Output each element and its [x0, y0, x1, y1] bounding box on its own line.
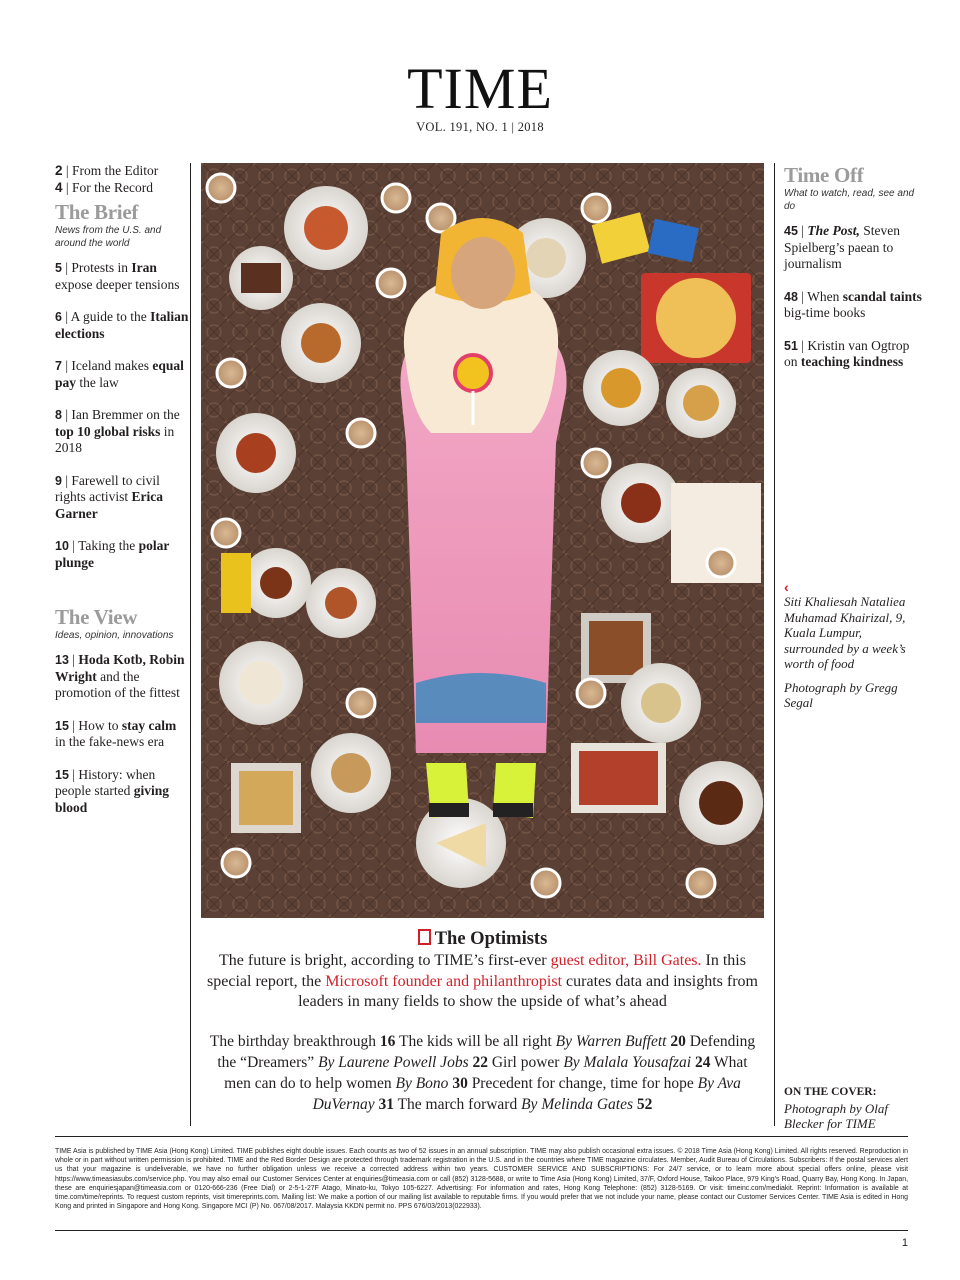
story-dek: The future is bright, according to TIME’s first-ever guest editor, Bill Gates. In this special report, the Microsoft founder and philanthropist curates data and insights from leaders in many fields to show the upside of what’s ahead: [207, 952, 758, 1010]
article-item[interactable]: The kids will be all right By Warren Buffett 20: [395, 1032, 686, 1050]
contents-entry[interactable]: 10 | Taking the polar plunge: [55, 538, 170, 570]
article-item[interactable]: Precedent for change, time for hope By Ava DuVernay 31: [312, 1074, 741, 1113]
contents-entry[interactable]: 13 | Hoda Kotb, Robin Wright and the promotion of the fittest: [55, 652, 185, 700]
footer-rule-bottom: [55, 1230, 908, 1231]
story-title: The Optimists: [434, 929, 548, 949]
right-column-rule: [774, 163, 775, 1126]
cover-text: Photograph by Olaf Blecker for TIME: [784, 1100, 888, 1131]
caption-text: Siti Khaliesah Nataliea Muhamad Khairizal, 9, Kuala Lumpur, surrounded by a week’s worth of food: [784, 594, 906, 671]
footer-rule-top: [55, 1136, 908, 1137]
cover-label: ON THE COVER:: [784, 1086, 877, 1098]
photo-caption: [784, 580, 924, 711]
contents-entry[interactable]: 48 | When scandal taints big-time books: [784, 288, 922, 320]
contents-entry[interactable]: 4 | For the Record: [55, 179, 153, 195]
time-logo: TIME: [407, 56, 553, 121]
contents-entry[interactable]: 8 | Ian Bremmer on the top 10 global risks in 2018: [55, 407, 180, 455]
section-subtitle-brief: News from the U.S. and around the world: [55, 225, 162, 249]
caption-arrow-icon: ‹: [784, 579, 789, 595]
contents-entry[interactable]: 45 | The Post, Steven Spielberg’s paean to journalism: [784, 223, 900, 271]
article-item[interactable]: Defending the “Dreamers” By Laurene Powell Jobs 22: [217, 1032, 756, 1071]
red-square-icon: [418, 929, 431, 945]
contents-entry[interactable]: 9 | Farewell to civil rights activist Erica Garner: [55, 472, 163, 521]
girl-figure: [400, 218, 566, 818]
section-subtitle-time-off: What to watch, read, see and do: [784, 188, 915, 212]
section-title-brief: The Brief: [55, 200, 139, 224]
article-item[interactable]: The march forward By Melinda Gates 52: [393, 1095, 653, 1113]
story-article-list: [201, 1031, 764, 1115]
contents-entry[interactable]: 2 | From the Editor: [55, 163, 159, 178]
contents-entry[interactable]: 6 | A guide to the Italian elections: [55, 309, 189, 341]
photo-credit: Photograph by Gregg Segal: [784, 679, 898, 710]
left-contents-column: [55, 163, 190, 832]
story-title-row[interactable]: [201, 928, 764, 950]
masthead: [0, 56, 960, 135]
section-subtitle-view: Ideas, opinion, innovations: [55, 630, 174, 641]
volume-line: VOL. 191, NO. 1 | 2018: [416, 120, 544, 134]
section-title-view: The View: [55, 605, 138, 629]
fine-print: TIME Asia is published by TIME Asia (Hong Kong) Limited. TIME publishes eight double issues. Each counts as two of 52 issues in an annual subscription. TIME may also publish occasional extra issues. © 2018 Time Asia (Hong Kong) Limited. All rights reserved. Reproduction in whole or in part without written permission is prohibited. TIME and the Red Border Design are protected through trademark registration in the U.S. and in the countries where TIME magazine circulates. Member, Audit Bureau of Circulations. Subscribers: If the postal services alert us that your magazine is undeliverable, we have no further obligation unless we receive a corrected address within two years. CUSTOMER SERVICE AND SUBSCRIPTIONS: For 24/7 service, or to learn more about special offers online, please visit https://www.timeasiasubs.com/service.php. You may also email our Customer Services Center at enquiries@timeasia.com or call (852) 3128-5688, or write to Time Asia (Hong Kong) Limited, 37/F, Oxford House, Taikoo Place, 979 King’s Road, Quarry Bay, Hong Kong. In Japan, these are enquiriesjapan@timeasia.com or 0120-666-236 (Free Dial) or 2-5-1-27F Atago, Minato-ku, Tokyo 105-6227. Advertising: For information and rates, Hong Kong Telephone: (852) 3128-5169. Or visit: timeinc.com/mediakit. Reprint: Information is available at time.com/time/reprints. To request custom reprints, visit timereprints.com. Mailing list: We make a portion of our mailing list available to reputable firms. If you would prefer that we not include your name, please contact our Customer Services Center. TIME Asia is edited in Hong Kong and printed in Singapore and Hong Kong. Singapore MCI (P) No. 067/08/2017. Malaysia KKDN permit no. PPS 676/03/2013(022933).: [55, 1148, 908, 1211]
front-entries: [55, 163, 190, 196]
section-title-time-off: Time Off: [784, 163, 864, 187]
article-item[interactable]: The birthday breakthrough 16: [209, 1032, 396, 1050]
contents-entry[interactable]: 7 | Iceland makes equal pay the law: [55, 358, 184, 390]
contents-entry[interactable]: 15 | How to stay calm in the fake-news era: [55, 717, 177, 749]
page-number: 1: [901, 1237, 908, 1249]
article-item[interactable]: What men can do to help women By Bono 30: [224, 1053, 748, 1092]
contents-entry[interactable]: 15 | History: when people started giving blood: [55, 766, 169, 815]
cover-credit: [784, 1085, 924, 1132]
cover-story: [201, 928, 764, 1115]
article-item[interactable]: Girl power By Malala Yousafzai 24: [487, 1053, 711, 1071]
left-column-rule: [190, 163, 191, 1126]
contents-entry[interactable]: 51 | Kristin van Ogtrop on teaching kindness: [784, 337, 910, 369]
contents-entry[interactable]: 5 | Protests in Iran expose deeper tensions: [55, 260, 180, 292]
cover-photo: [201, 163, 764, 918]
right-contents-column: [784, 163, 924, 387]
